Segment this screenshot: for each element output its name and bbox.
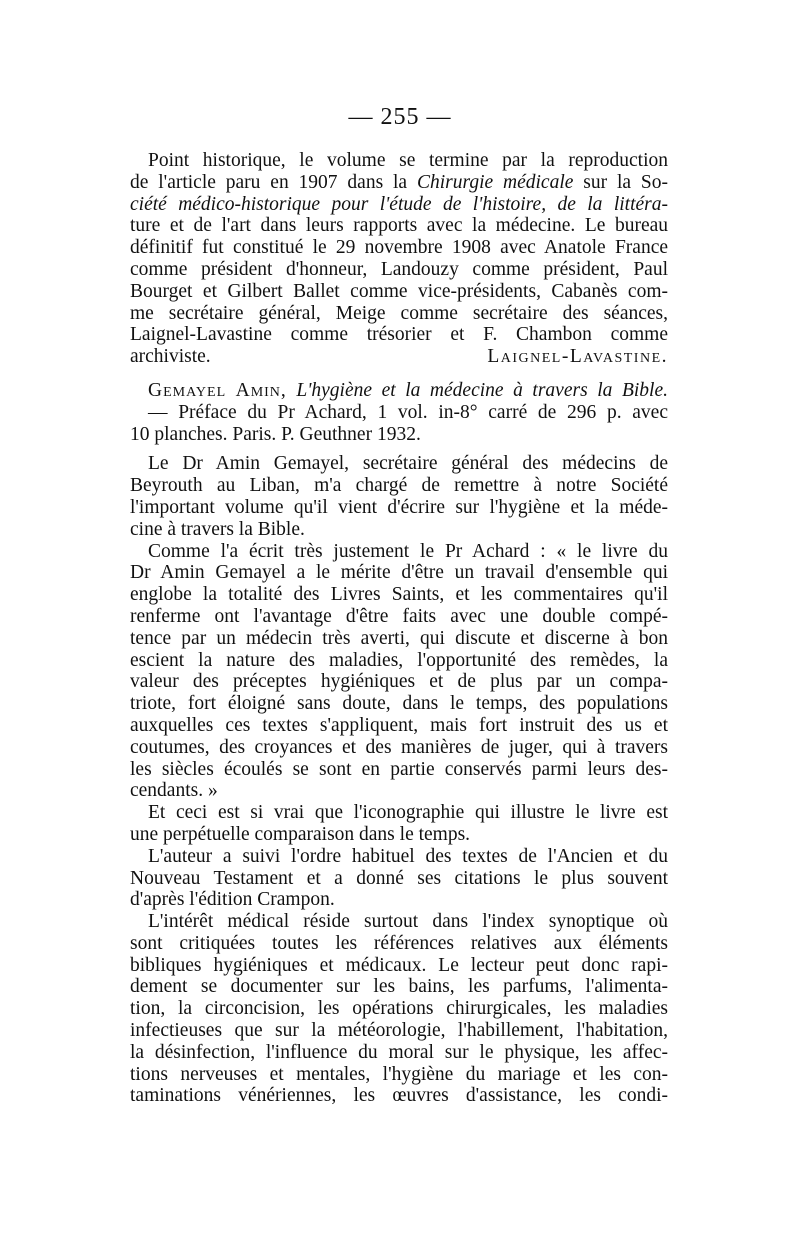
text-line: triote, fort éloigné sans doute, dans le temps, des populations — [130, 693, 668, 715]
page-number: — 255 — — [348, 104, 452, 130]
text-line: Point historique, le volume se termine par la reproduction — [148, 150, 668, 171]
text-fragment: archiviste. — [130, 346, 211, 368]
text-line: sont critiquées toutes les références relatives aux éléments — [130, 932, 668, 954]
text-line: renferme ont l'avantage d'être faits avec une double compé- — [130, 605, 668, 627]
text-line: valeur des préceptes hygiéniques et de plus par un compa- — [130, 671, 668, 693]
text-line: une perpétuelle comparaison dans le temps. — [130, 823, 471, 845]
text-line: L'auteur a suivi l'ordre habituel des textes de l'Ancien et du — [148, 845, 668, 867]
author-signature: Laignel-Lavastine. — [487, 346, 668, 368]
text-line: me secrétaire général, Meige comme secrétaire des séances, — [130, 302, 668, 324]
text-line: Laignel-Lavastine comme trésorier et F. Chambon comme — [130, 324, 668, 346]
text-line: taminations vénériennes, les œuvres d'assistance, les condi- — [130, 1085, 668, 1107]
text-line — [130, 346, 668, 368]
review-author: Gemayel Amin, — [148, 379, 287, 401]
text-line: cine à travers la Bible. — [130, 518, 305, 540]
text-line: L'intérêt médical réside surtout dans l'index synoptique où — [148, 911, 668, 933]
review-heading — [130, 380, 668, 402]
text-line: la désinfection, l'influence du moral sur le physique, les affec- — [130, 1041, 668, 1063]
text-line: Le Dr Amin Gemayel, secrétaire général des médecins de — [148, 453, 668, 475]
text-line: cendants. » — [130, 780, 218, 802]
review-title: L'hygiène et la médecine à travers la Bible. — [296, 379, 668, 401]
text-line: Et ceci est si vrai que l'iconographie qui illustre le livre est — [148, 802, 668, 824]
text-line — [130, 194, 668, 216]
text-fragment: ciété médico-historique pour l'étude de l'histoire, de la littéra- — [130, 193, 668, 215]
text-line: Comme l'a écrit très justement le Pr Achard : « le livre du — [148, 540, 668, 562]
text-line: infectieuses que sur la météorologie, l'habillement, l'habitation, — [130, 1020, 668, 1042]
text-line: tions nerveuses et mentales, l'hygiène du mariage et les con- — [130, 1063, 668, 1085]
review-details: 10 planches. Paris. P. Geuthner 1932. — [130, 423, 421, 445]
text-line: dement se documenter sur les bains, les parfums, l'alimenta- — [130, 976, 668, 998]
text-line: tence par un médecin très averti, qui discute et discerne à bon — [130, 627, 668, 649]
review-details: — Préface du Pr Achard, 1 vol. in-8° carré de 296 p. avec — [148, 401, 668, 423]
text-line: d'après l'édition Crampon. — [130, 889, 335, 911]
text-fragment: sur la So- — [583, 171, 669, 193]
text-line: Bourget et Gilbert Ballet comme vice-présidents, Cabanès com- — [130, 280, 668, 302]
text-line: l'important volume qu'il vient d'écrire sur l'hygiène et la méde- — [130, 496, 668, 518]
text-line: auxquelles ces textes s'appliquent, mais fort instruit des us et — [130, 714, 668, 736]
text-line: coutumes, des croyances et des manières de juger, qui à travers — [130, 736, 668, 758]
text-line: Beyrouth au Liban, m'a chargé de remettre à notre Société — [130, 475, 668, 497]
text-line: les siècles écoulés se sont en partie conservés parmi leurs des- — [130, 758, 668, 780]
text-line: bibliques hygiéniques et médicaux. Le lecteur peut donc rapi- — [130, 954, 668, 976]
text-line: comme président d'honneur, Landouzy comme président, Paul — [130, 258, 668, 280]
text-line: englobe la totalité des Livres Saints, et les commentaires qu'il — [130, 584, 668, 606]
text-line: escient la nature des maladies, l'opportunité des remèdes, la — [130, 649, 668, 671]
text-line: ture et de l'art dans leurs rapports avec la médecine. Le bureau — [130, 215, 668, 237]
text-line — [130, 172, 668, 194]
text-line: définitif fut constitué le 29 novembre 1908 avec Anatole France — [130, 237, 668, 259]
text-line: tion, la circoncision, les opérations chirurgicales, les maladies — [130, 998, 668, 1020]
page-text — [130, 150, 668, 1107]
journal-title: Chirurgie médicale — [416, 171, 574, 193]
text-line: Nouveau Testament et a donné ses citations le plus souvent — [130, 867, 668, 889]
text-fragment: de l'article paru en 1907 dans la — [130, 171, 408, 193]
text-line: Dr Amin Gemayel a le mérite d'être un travail d'ensemble qui — [130, 562, 668, 584]
